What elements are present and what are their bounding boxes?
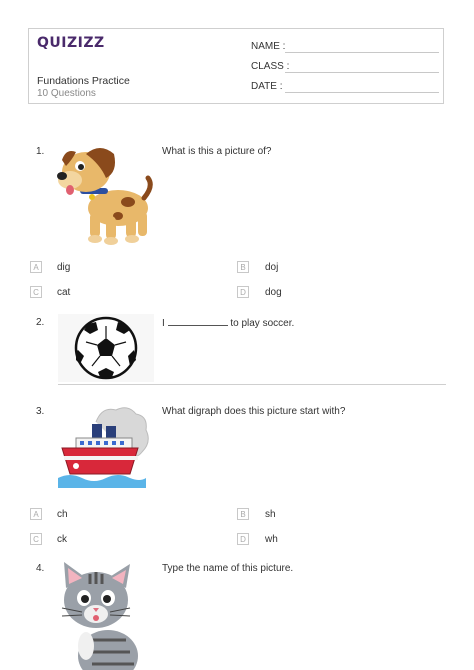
date-field[interactable] bbox=[251, 81, 282, 92]
puppy-picture bbox=[56, 142, 154, 248]
date-line bbox=[285, 92, 439, 93]
option-d-box[interactable]: D bbox=[237, 286, 249, 298]
question-count: 10 Questions bbox=[37, 88, 96, 99]
soccer-ball-picture bbox=[58, 314, 154, 382]
option-c-text[interactable]: ck bbox=[57, 534, 67, 545]
ship-picture bbox=[56, 402, 154, 492]
option-a-text[interactable]: dig bbox=[57, 262, 71, 273]
date-label: DATE : bbox=[251, 81, 283, 92]
option-b-text[interactable]: doj bbox=[265, 262, 279, 273]
question-1-number: 1. bbox=[36, 146, 45, 157]
question-2-text bbox=[162, 317, 294, 329]
option-a-box[interactable]: A bbox=[30, 261, 42, 273]
question-2-text-before: I bbox=[162, 318, 165, 329]
answer-blank[interactable] bbox=[168, 317, 228, 326]
option-d-text[interactable]: wh bbox=[265, 534, 278, 545]
class-field[interactable] bbox=[251, 61, 289, 72]
name-label: NAME : bbox=[251, 41, 286, 52]
option-b-text[interactable]: sh bbox=[265, 509, 276, 520]
quizizz-logo: QUIZIZZ bbox=[37, 35, 105, 51]
worksheet-title: Fundations Practice bbox=[37, 75, 130, 87]
question-1-text: What is this a picture of? bbox=[162, 146, 272, 157]
question-2-text-after: to play soccer. bbox=[230, 318, 295, 329]
option-c-box[interactable]: C bbox=[30, 533, 42, 545]
class-line bbox=[285, 72, 439, 73]
question-4-text: Type the name of this picture. bbox=[162, 563, 294, 574]
question-3-number: 3. bbox=[36, 406, 45, 417]
option-a-box[interactable]: A bbox=[30, 508, 42, 520]
class-label: CLASS : bbox=[251, 61, 290, 72]
name-line bbox=[285, 52, 439, 53]
question-3-text: What digraph does this picture start with? bbox=[162, 406, 346, 417]
option-a-text[interactable]: ch bbox=[57, 509, 68, 520]
option-c-box[interactable]: C bbox=[30, 286, 42, 298]
option-b-box[interactable]: B bbox=[237, 508, 249, 520]
name-field[interactable] bbox=[251, 41, 285, 52]
question-4-number: 4. bbox=[36, 563, 45, 574]
question-2-number: 2. bbox=[36, 317, 45, 328]
option-d-box[interactable]: D bbox=[237, 533, 249, 545]
option-b-box[interactable]: B bbox=[237, 261, 249, 273]
option-c-text[interactable]: cat bbox=[57, 287, 71, 298]
question-divider bbox=[58, 384, 446, 385]
kitten-picture bbox=[56, 560, 146, 670]
worksheet-header bbox=[28, 28, 444, 104]
option-d-text[interactable]: dog bbox=[265, 287, 282, 298]
